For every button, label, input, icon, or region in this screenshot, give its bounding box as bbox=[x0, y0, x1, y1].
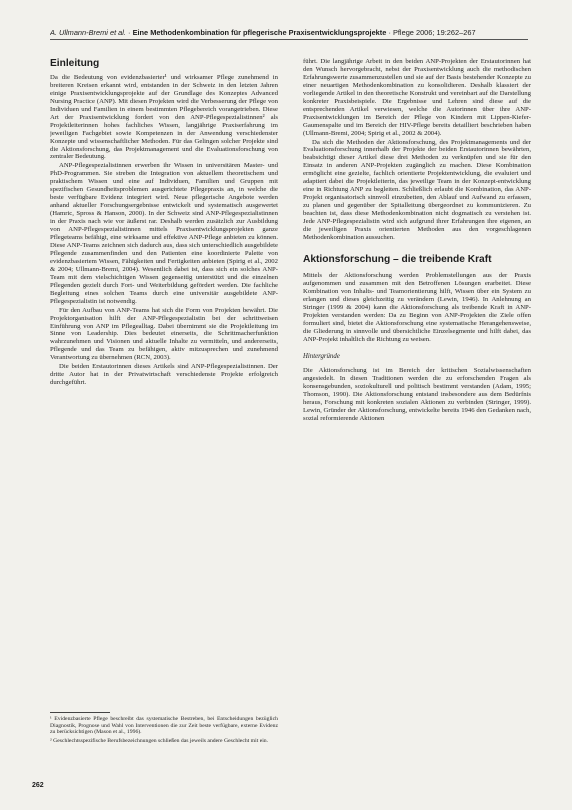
footnote-1: ¹ Evidenzbasierte Pflege beschreibt das systematische Bestreben, bei Entscheidungen bezüglich Diagnostik, Prognose und Wahl von Interventionen die zur Zeit beste verfügbare, externe Evidenz zu berücksichtigen (Mason et al., 1996). bbox=[50, 716, 278, 736]
paragraph: Da sich die Methoden der Aktionsforschung, des Projektmanagements und der Evaluationsforschung innerhalb der Projekte der beiden Erstautorinnen bewährten, beabsichtigt dieser Artikel diese drei Methoden zu verknüpfen und sie für den Einsatz in anderen ANP-Projekten zugänglich zu machen. Diese Kombination ermöglicht eine gezielte, fachlich orientierte Projektentwicklung, die evaluiert und adaptiert dabei die Projektleiterin, das jeweilige Team in der Konzept-entwicklung eine in Richtung ANP zu begleiten. Schließlich erlaubt die Kombination, das ANP-Projekt organisatorisch sinnvoll einzubetten, den Ablauf und Aufwand zu erfassen, zu planen und gegenüber der Spitalleitung übergeordnet zu kommunizieren. Zu beachten ist, dass diese Methodenkombination nicht dogmatisch zu verstehen ist. Jede ANP-Pflegespezialistin wird sich aufgrund ihrer Erfahrungen ihre eigenen, an die jeweiligen Praxis orientierten Methoden aus den vorgeschlagenen Methodenkombination aussuchen. bbox=[303, 138, 531, 241]
footnotes bbox=[50, 712, 278, 747]
subheading-hintergruende: Hintergründe bbox=[303, 353, 340, 361]
section-heading-einleitung: Einleitung bbox=[50, 58, 100, 69]
footnote-rule bbox=[50, 712, 110, 713]
header-authors: A. Ullmann-Bremi et al. bbox=[50, 28, 126, 37]
paragraph: Für den Aufbau von ANP-Teams hat sich die Form von Projekten bewährt. Die Projektorganisation hilft der ANP-Pflegespezialistin bei der schrittweisen Einführung von ANP im Pflegealltag. Dabei übernimmt sie die Projektleitung im Sinne von Leadership. Dies bedeutet einerseits, die Schrittmacherfunktion wahrzunehmen und Visionen und aktuelle Inhalte zu vermitteln, und andererseits, Pflegende und das Team zu befähigen, aktiv mitzusprechen und zunehmend Verantwortung zu übernehmen (RCN, 2003). bbox=[50, 306, 278, 362]
left-column bbox=[50, 58, 278, 780]
paragraph: Mittels der Aktionsforschung werden Problemstellungen aus der Praxis aufgenommen und zusammen mit den Betroffenen Lösungen erarbeitet. Diese Kombination von Inhalts- und Teamorientierung hilft, Wissen über ein System zu erlangen und dieses gleichzeitig zu verändern (Lewin, 1946). In Anlehnung an Stringer (1999 & 2004) kann die Aktionsforschung als treibende Kraft in ANP-Projekten verstanden werden: Da zu Beginn von ANP-Projekten die Ziele offen formuliert sind, bietet die Aktionsforschung eine systematische Herangehensweise, die Gliederung in sinnvolle und übersichtliche Einzelsegmente und hilft dabei, das ANP-Projekt inhaltlich die Richtung zu weisen. bbox=[303, 271, 531, 343]
right-column bbox=[303, 58, 531, 793]
header-title: Eine Methodenkombination für pflegerische Praxisentwicklungsprojekte bbox=[132, 28, 387, 37]
paragraph: Die Aktionsforschung ist im Bereich der kritischen Sozialwissenschaften angesiedelt. In diesen Traditionen werden die zu erforschenden Fragen als konsensgebunden, soziokulturell und politisch bestimmt verstanden (Adam, 1995; Thomson, 1990). Die Aktionsforschung entstand insbesondere aus dem Bedürfnis heraus, Forschung mit konkreten sozialen Aktionen zu verbinden (Stringer, 1999). Lewin, Gründer der Aktionsforschung, entwickelte bereits 1946 den Gedanken nach, sozial reformierende Aktionen bbox=[303, 367, 531, 423]
header-journal: Pflege 2006; 19:262–267 bbox=[392, 28, 476, 37]
paragraph: Da die Bedeutung von evidenzbasierter¹ und wirksamer Pflege zunehmend in breiteren Kreisen erkannt wird, entstanden in der Schweiz in den letzten Jahren einige Praxisentwicklungsprojekte auf der Grundlage des Konzeptes Advanced Nursing Practice (ANP). Mit diesen Projekten wird die Verbesserung der Pflege von Individuen und Familien in einem bestimmten Pflegebereich vorangetrieben. Diese Art der Praxisentwicklung fordert von den ANP-Pflegespezialistinnen² als Projektleiterinnen hohes fachliches Wissen, langjährige Praxiserfahrung im jeweiligen Fachgebiet sowie Kompetenzen in der Anwendung verschiedenster Konzepte und wissenschaftlicher Methoden. Für das Gelingen solcher Projekte sind die Aktionsforschung, das Projektmanagement und die Evaluationsforschung von zentraler Bedeutung. bbox=[50, 73, 278, 161]
page-number: 262 bbox=[32, 782, 44, 789]
footnote-2: ² Geschlechtsspezifische Berufsbezeichnungen schließen das jeweils andere Geschlecht mit ein. bbox=[50, 738, 269, 745]
paragraph: führt. Die langjährige Arbeit in den beiden ANP-Projekten der Erstautorinnen hat den Wunsch hervorgebracht, nebst der Praxisentwicklung auch die methodischen Erfahrungswerte zusammenzustellen und sie auf der Basis bestehender Konzepte zu einer neuartigen Methodenkombination zu konsolidieren. Deshalb klassiert der vorliegende Artikel in den theoretische Konstrukt und vereinbart auf die Darstellung konkreter Praxisbeispiele. Die Ergebnisse und Lehren sind diese auf die entsprechenden Artikel verwiesen, welche die Autorinnen über ihre ANP-Praxisentwicklungen im Bereich der Pflege von Kindern mit Lippen-Kiefer-Gaumenspalte und im Bereich der HIV-Pflege bereits detailliert beschrieben haben (Ullmann-Bremi, 2004; Spirig et al., 2002 & 2004). bbox=[303, 58, 531, 137]
running-header: A. Ullmann-Bremi et al. · Eine Methodenkombination für pflegerische Praxisentwicklungsprojekte · Pflege 2006; 19:262–267 bbox=[50, 28, 528, 40]
paragraph: Die beiden Erstautorinnen dieses Artikels sind ANP-Pflegespezialistinnen. Der dritte Autor hat in der Privatwirtschaft verschiedenste Projekte erfolgreich durchgeführt. bbox=[50, 363, 278, 387]
section-heading-aktionsforschung: Aktionsforschung – die treibende Kraft bbox=[303, 253, 492, 265]
paragraph: ANP-Pflegespezialistinnen erwerben ihr Wissen in universitären Master- und PhD-Programmen. Sie streben die Integration von aktuellem theoretischem und praktischem Wissen und eine auf Individuen, Familien und Gruppen mit spezifischen Gesundheitsproblemen ausgerichtete Pflegepraxis an, in welche die beste verfügbare Evidenz integriert wird. Neue pflegerische Angebote werden anhand aktueller Forschungsergebnisse entwickelt und systematisch ausgewertet (Hamric, Spross & Hanson, 2000). In der Schweiz sind ANP-Pflegespezialistinnen in der Praxis nach wie vor äußerst rar. Deshalb werden zusätzlich zur Ausbildung von ANP-Pflegespezialistinnen mittels Praxisentwicklungsprojekten ganze Pflegeteams befähigt, eine wirksame und effektive ANP-Pflege anbieten zu können. Diese ANP-Teams zeichnen sich dadurch aus, dass sich unterschiedlich ausgebildete Pflegende zusammenfinden und den Patienten eine koordinierte Palette von evidenzbasiertem Wissen, Fähigkeiten und Fertigkeiten anbieten (Spirig et al., 2002 & 2004; Ullmann-Bremi, 2004). Wesentlich dabei ist, dass sich ein solches ANP-Team mit dem vielschichtigen Wissen gegenseitig unterstützt und die einzelnen Pflegenden gezielt durch Fort- und Weiterbildung gefördert werden. Die fachliche Begleitung eines solchen Teams durch eine universitär ausgebildete ANP-Pflegespezialistin ist notwendig. bbox=[50, 162, 278, 305]
